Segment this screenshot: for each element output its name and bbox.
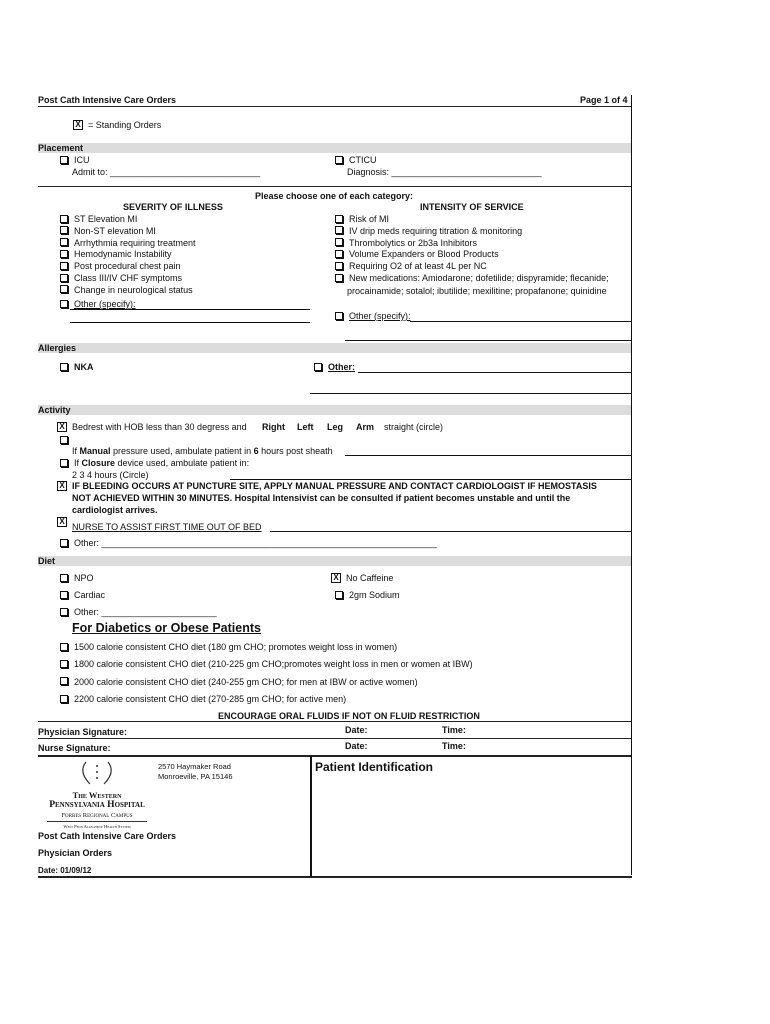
- checkbox-icon: [335, 156, 343, 164]
- manual-pressure-order: If Manual pressure used, ambulate patient in 6 hours post sheath: [72, 446, 333, 456]
- checkbox-manual[interactable]: [60, 435, 74, 445]
- hospital-logo: The Western Pennsylvania Hospital Forbes Regional Campus West Penn Allegheny Health System: [38, 758, 156, 830]
- checkbox-icon: [60, 436, 68, 444]
- checked-box-icon: X: [57, 481, 67, 491]
- form-title: Post Cath Intensive Care Orders: [38, 95, 177, 105]
- checkbox-icon: [335, 312, 343, 320]
- intensity-option[interactable]: IV drip meds requiring titration & monitoring: [335, 226, 522, 236]
- diabetic-diet-option[interactable]: 2200 calorie consistent CHO diet (270-285 gm CHO; for active men): [60, 694, 346, 704]
- checkbox-icon: [60, 215, 68, 223]
- laurel-emblem-icon: [38, 758, 156, 788]
- intensity-other[interactable]: Other (specify):: [335, 311, 411, 321]
- checkbox-icon: [60, 156, 68, 164]
- intensity-option[interactable]: New medications: Amiodarone; dofetilide; dispyramide; flecanide;: [335, 273, 609, 283]
- checked-box-icon: X: [73, 120, 83, 130]
- intensity-option[interactable]: Requiring O2 of at least 4L per NC: [335, 261, 487, 271]
- patient-identification: Patient Identification: [315, 760, 434, 774]
- severity-option[interactable]: Non-ST elevation MI: [60, 226, 156, 236]
- nurse-time-label[interactable]: Time:: [442, 741, 466, 751]
- checkbox-icon: [335, 274, 343, 282]
- activity-heading: Activity: [38, 405, 71, 415]
- checkbox-icon: [60, 262, 68, 270]
- checked-box-icon: X: [331, 573, 341, 583]
- nurse-signature-label[interactable]: Nurse Signature:: [38, 743, 111, 753]
- checkbox-icon: [60, 539, 68, 547]
- checkbox-icon: [60, 660, 68, 668]
- checked-box-icon: X: [57, 422, 67, 432]
- closure-order[interactable]: If Closure device used, ambulate patient in:: [60, 458, 249, 468]
- checkbox-npo[interactable]: NPO: [60, 573, 94, 583]
- bleeding-order[interactable]: X IF BLEEDING OCCURS AT PUNCTURE SITE, APPLY MANUAL PRESSURE AND CONTACT CARDIOLOGIST IF HEMOSTASIS: [57, 481, 597, 492]
- checkbox-icon: [60, 608, 68, 616]
- physician-date-label[interactable]: Date:: [345, 725, 368, 735]
- checkbox-icon: [60, 363, 68, 371]
- checkbox-icon: [335, 250, 343, 258]
- checkbox-icon: [60, 695, 68, 703]
- checkbox-icon: [335, 215, 343, 223]
- standing-orders-legend: X = Standing Orders: [73, 120, 161, 131]
- diet-other[interactable]: Other: _______________________: [60, 607, 217, 617]
- activity-other[interactable]: Other: ___________________________________________________________________: [60, 538, 437, 548]
- diabetic-diet-option[interactable]: 2000 calorie consistent CHO diet (240-255 gm CHO; for men at IBW or active women): [60, 677, 418, 687]
- admit-to-field[interactable]: Admit to: ______________________________: [72, 167, 261, 177]
- option-leg[interactable]: Leg: [327, 422, 344, 432]
- category-prompt: Please choose one of each category:: [255, 191, 414, 201]
- checkbox-icon: [60, 591, 68, 599]
- severity-option[interactable]: Post procedural chest pain: [60, 261, 181, 271]
- checkbox-cticu[interactable]: CTICU: [335, 155, 377, 165]
- intensity-cont: procainamide; sotalol; ibutilide; mexilitine; propafanone; quinidine: [347, 286, 607, 296]
- checkbox-icon: [60, 677, 68, 685]
- severity-option[interactable]: ST Elevation MI: [60, 214, 137, 224]
- checkbox-icon: [60, 459, 68, 467]
- intensity-option[interactable]: Risk of MI: [335, 214, 389, 224]
- checkbox-icon: [60, 285, 68, 293]
- footer-form-title: Post Cath Intensive Care Orders: [38, 831, 177, 841]
- severity-option[interactable]: Arrhythmia requiring treatment: [60, 238, 196, 248]
- severity-option[interactable]: Hemodynamic Instability: [60, 249, 172, 259]
- checkbox-icon: [60, 574, 68, 582]
- checkbox-icon: [60, 226, 68, 234]
- bleeding-order-line2: NOT ACHIEVED WITHIN 30 MINUTES. Hospital Intensivist can be consulted if patient becomes unstable and until the: [72, 493, 571, 503]
- encourage-fluids: ENCOURAGE ORAL FLUIDS IF NOT ON FLUID RESTRICTION: [218, 711, 480, 721]
- nurse-assist-order[interactable]: [57, 517, 72, 528]
- intensity-heading: INTENSITY OF SERVICE: [420, 202, 524, 212]
- diabetic-diet-option[interactable]: 1500 calorie consistent CHO diet (180 gm CHO; promotes weight loss in women): [60, 642, 397, 652]
- severity-heading: SEVERITY OF ILLNESS: [123, 202, 223, 212]
- checkbox-sodium[interactable]: 2gm Sodium: [335, 590, 400, 600]
- option-left[interactable]: Left: [297, 422, 314, 432]
- allergies-heading: Allergies: [38, 343, 77, 353]
- checkbox-no-caffeine[interactable]: X No Caffeine: [331, 573, 393, 584]
- page-number: Page 1 of 4: [580, 95, 628, 105]
- checkbox-icon: [60, 250, 68, 258]
- form-date: Date: 01/09/12: [38, 866, 92, 875]
- option-right[interactable]: Right: [262, 422, 285, 432]
- nurse-date-label[interactable]: Date:: [345, 741, 368, 751]
- severity-other[interactable]: Other (specify):: [60, 299, 136, 309]
- hours-circle: 2 3 4 hours (Circle): [72, 470, 149, 480]
- checkbox-icu[interactable]: ICU: [60, 155, 90, 165]
- hospital-address-line2: Monroeville, PA 15146: [158, 772, 233, 781]
- intensity-option[interactable]: Thrombolytics or 2b3a Inhibitors: [335, 238, 477, 248]
- checkbox-icon: [335, 591, 343, 599]
- checkbox-nka[interactable]: NKA: [60, 362, 94, 372]
- checkbox-icon: [60, 300, 68, 308]
- bedrest-order[interactable]: X Bedrest with HOB less than 30 degress and: [57, 422, 247, 433]
- severity-option[interactable]: Class III/IV CHF symptoms: [60, 273, 182, 283]
- checked-box-icon: X: [57, 517, 67, 527]
- checkbox-icon: [60, 238, 68, 246]
- checkbox-icon: [60, 274, 68, 282]
- placement-heading: Placement: [38, 143, 84, 153]
- checkbox-icon: [314, 363, 322, 371]
- severity-option[interactable]: Change in neurological status: [60, 285, 193, 295]
- checkbox-icon: [60, 643, 68, 651]
- checkbox-icon: [335, 262, 343, 270]
- physician-time-label[interactable]: Time:: [442, 725, 466, 735]
- option-arm[interactable]: Arm: [356, 422, 375, 432]
- checkbox-icon: [335, 238, 343, 246]
- intensity-option[interactable]: Volume Expanders or Blood Products: [335, 249, 499, 259]
- bleeding-order-line3: cardiologist arrives.: [72, 505, 158, 515]
- nurse-assist-text: NURSE TO ASSIST FIRST TIME OUT OF BED: [72, 522, 262, 532]
- checkbox-icon: [335, 226, 343, 234]
- physician-orders-label: Physician Orders: [38, 848, 113, 858]
- diabetic-diet-option[interactable]: 1800 calorie consistent CHO diet (210-225 gm CHO;promotes weight loss in men or women at IBW): [60, 659, 473, 669]
- physician-signature-label[interactable]: Physician Signature:: [38, 727, 128, 737]
- hospital-address-line1: 2570 Haymaker Road: [158, 762, 231, 771]
- checkbox-cardiac[interactable]: Cardiac: [60, 590, 105, 600]
- checkbox-allergy-other[interactable]: Other:: [314, 362, 355, 372]
- diabetic-heading: For Diabetics or Obese Patients: [72, 621, 261, 635]
- straight-circle: straight (circle): [384, 422, 444, 432]
- diagnosis-field[interactable]: Diagnosis: ______________________________: [347, 167, 542, 177]
- diet-heading: Diet: [38, 556, 56, 566]
